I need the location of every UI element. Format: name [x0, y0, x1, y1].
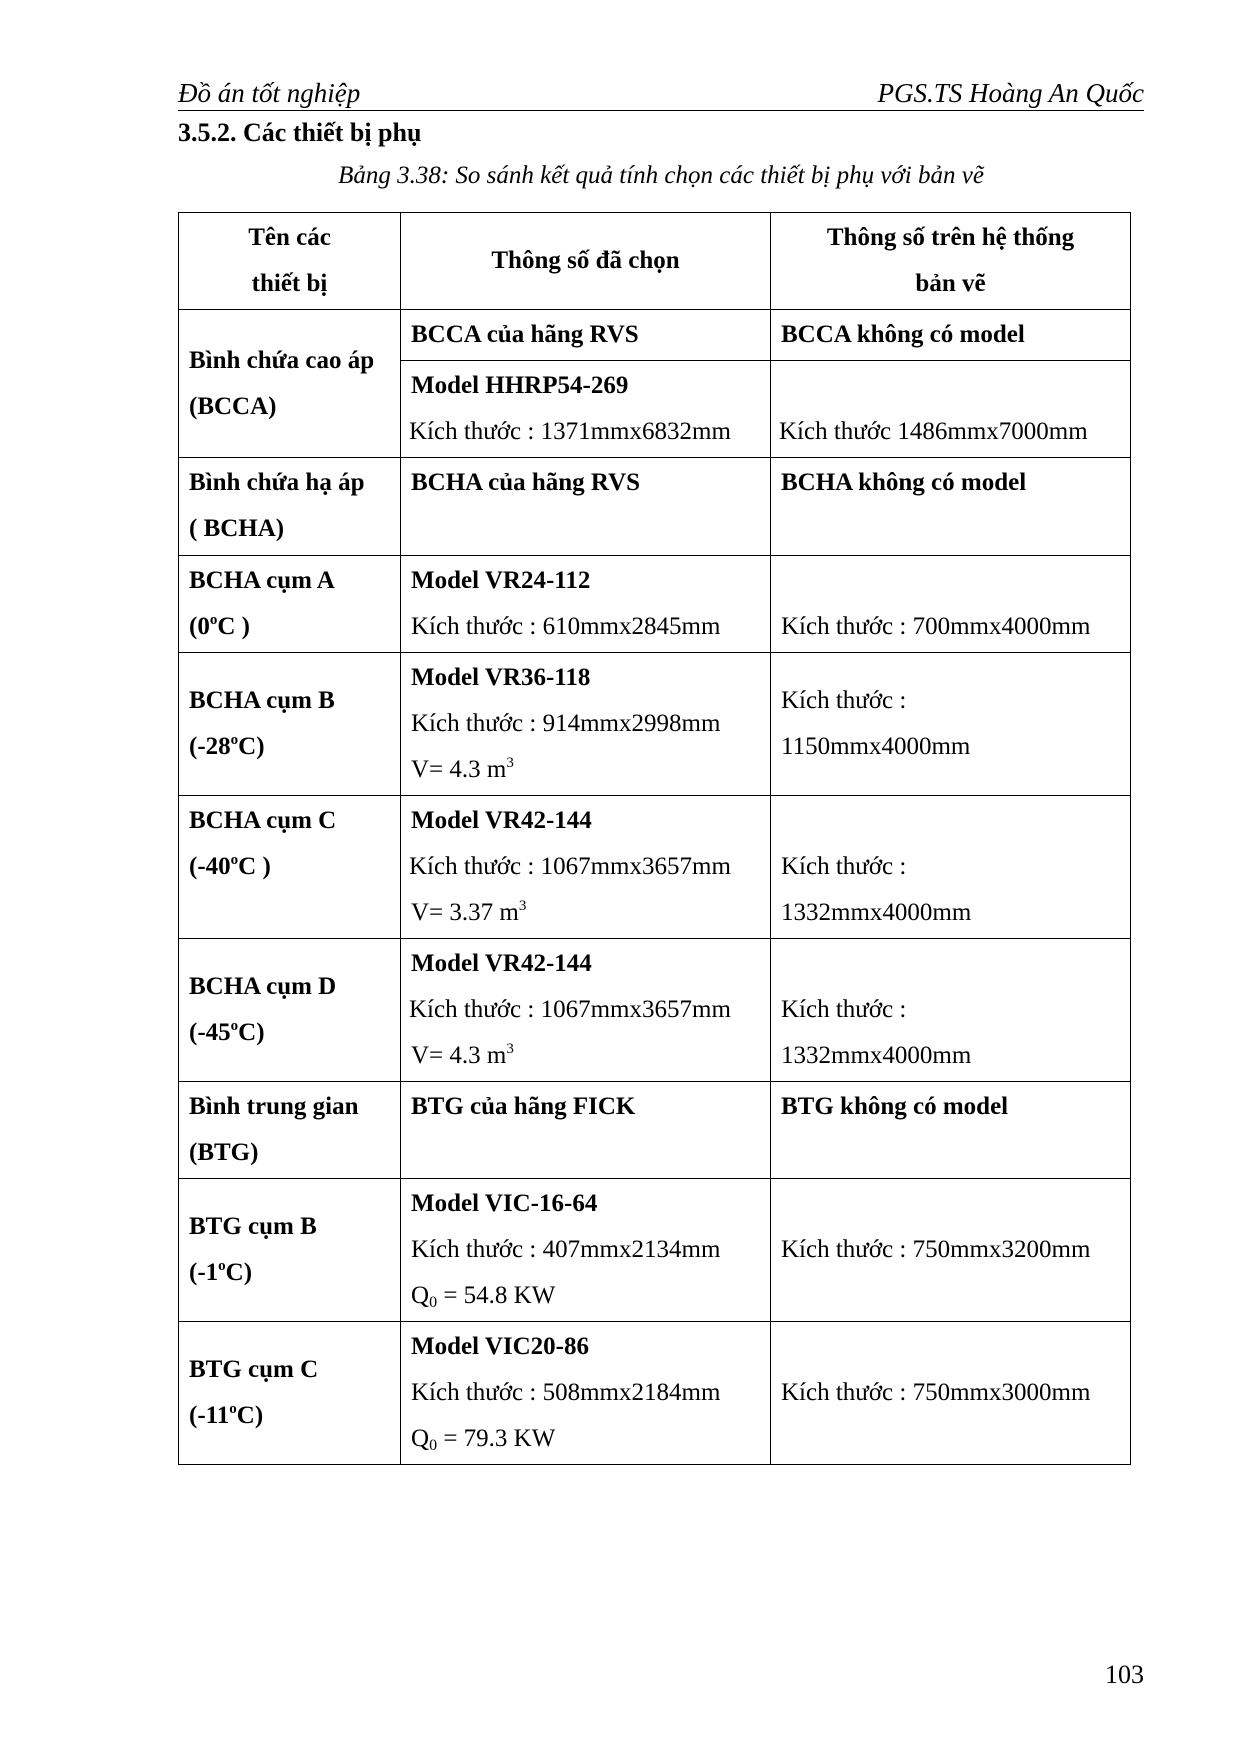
- capacity-text: $Q_0 = 54.8$ KW: [411, 1282, 556, 1311]
- header-cell-selected: Thông số đã chọn: [401, 213, 771, 310]
- device-name: Bình chứa cao áp: [189, 346, 375, 374]
- section-title: 3.5.2. Các thiết bị phụ: [178, 118, 422, 147]
- selected-cell: [401, 361, 771, 458]
- size-text: Kích thước : 407mmx2134mm: [411, 1236, 721, 1263]
- selected-cell: [401, 458, 771, 556]
- drawing-cell: [771, 1082, 1131, 1179]
- header-cell-device: [179, 213, 401, 310]
- device-temp: (-40$^o$C ): [189, 852, 271, 880]
- header-right: PGS.TS Hoàng An Quốc: [877, 78, 1144, 108]
- model-text: Model VR42-144: [411, 807, 592, 834]
- model-text: Model VIC20-86: [411, 1333, 590, 1360]
- model-text: Model HHRP54-269: [411, 372, 629, 399]
- table-row: [179, 458, 1131, 556]
- header-device-line1: Tên các: [248, 224, 331, 251]
- table-row: [179, 939, 1131, 1082]
- size-text: Kích thước : 610mmx2845mm: [411, 613, 721, 640]
- selected-cell: [401, 556, 771, 653]
- table-row: [179, 1082, 1131, 1179]
- device-cell: [179, 939, 401, 1082]
- table-row: [179, 796, 1131, 939]
- volume-text: V= 4.3 $m^3$: [411, 755, 514, 783]
- drawing-text: BCHA không có model: [781, 469, 1027, 496]
- capacity-text: $Q_0 = 79.3$ KW: [411, 1425, 556, 1454]
- page-number: 103: [1105, 1660, 1144, 1689]
- drawing-size-value: 1332mmx4000mm: [781, 899, 972, 926]
- size-text: Kích thước : 508mmx2184mm: [411, 1379, 721, 1406]
- drawing-cell: [771, 796, 1131, 939]
- selected-text: BCHA của hãng RVS: [411, 469, 641, 496]
- device-cell: [179, 653, 401, 796]
- device-name: Bình trung gian: [189, 1093, 359, 1120]
- drawing-cell: [771, 1322, 1131, 1465]
- drawing-size-label: Kích thước :: [781, 687, 907, 714]
- drawing-text: BTG không có model: [781, 1093, 1009, 1120]
- model-text: Model VR36-118: [411, 664, 591, 691]
- drawing-cell: [771, 939, 1131, 1082]
- device-name: BTG cụm C: [189, 1356, 319, 1383]
- drawing-cell: [771, 556, 1131, 653]
- selected-cell: [401, 1322, 771, 1465]
- drawing-size-text: Kích thước 1486mmx7000mm: [779, 418, 1088, 445]
- size-text: Kích thước : 1067mmx3657mm: [409, 996, 731, 1023]
- selected-cell: [401, 939, 771, 1082]
- drawing-size-text: Kích thước : 750mmx3200mm: [781, 1236, 1091, 1263]
- device-temp: (0$^o$C ): [189, 612, 250, 640]
- device-code: ( BCHA): [189, 515, 285, 542]
- model-text: Model VR24-112: [411, 567, 591, 594]
- device-temp: (-11$^o$C): [189, 1401, 264, 1429]
- selected-cell: [401, 1082, 771, 1179]
- device-cell: [179, 1082, 401, 1179]
- device-name: BTG cụm B: [189, 1213, 317, 1240]
- table-header-row: [179, 213, 1131, 310]
- device-name: BCHA cụm C: [189, 807, 337, 834]
- drawing-cell: [771, 361, 1131, 458]
- volume-text: V= 4.3 $m^3$: [411, 1041, 514, 1069]
- selected-text: BCCA của hãng RVS: [411, 321, 639, 348]
- header-left: Đồ án tốt nghiệp: [178, 78, 361, 108]
- page-header: [178, 70, 1144, 111]
- drawing-size-value: 1150mmx4000mm: [781, 733, 971, 760]
- selected-text: BTG của hãng FICK: [411, 1093, 636, 1120]
- header-drawing-line2: bản vẽ: [915, 270, 986, 297]
- model-text: Model VIC-16-64: [411, 1190, 598, 1217]
- device-name: BCHA cụm A: [189, 567, 335, 594]
- table-row: [179, 1179, 1131, 1322]
- table-row: [179, 556, 1131, 653]
- device-cell: [179, 458, 401, 556]
- selected-cell: [401, 310, 771, 361]
- drawing-size-text: Kích thước : 700mmx4000mm: [781, 613, 1091, 640]
- device-temp: (-28$^o$C): [189, 732, 265, 760]
- table-row: [179, 1322, 1131, 1465]
- drawing-size-text: Kích thước : 750mmx3000mm: [781, 1379, 1091, 1406]
- drawing-cell: [771, 458, 1131, 556]
- drawing-size-label: Kích thước :: [781, 996, 907, 1023]
- size-text: Kích thước : 1067mmx3657mm: [409, 853, 731, 880]
- device-name: BCHA cụm B: [189, 687, 335, 714]
- size-text: Kích thước : 1371mmx6832mm: [409, 418, 731, 445]
- device-name: BCHA cụm D: [189, 973, 337, 1000]
- table-caption: Bảng 3.38: So sánh kết quả tính chọn các thiết bị phụ với bản vẽ: [338, 162, 984, 189]
- table-row: [179, 653, 1131, 796]
- drawing-size-value: 1332mmx4000mm: [781, 1042, 972, 1069]
- device-cell: [179, 796, 401, 939]
- header-cell-drawing: [771, 213, 1131, 310]
- size-text: Kích thước : 914mmx2998mm: [411, 710, 721, 737]
- drawing-cell: [771, 1179, 1131, 1322]
- device-cell: [179, 1179, 401, 1322]
- selected-cell: [401, 796, 771, 939]
- device-code: (BTG): [189, 1139, 259, 1166]
- volume-text: V= 3.37 $m^3$: [411, 898, 527, 926]
- device-temp: (-1$^o$C): [189, 1258, 253, 1286]
- device-name: Bình chứa hạ áp: [189, 469, 365, 496]
- header-drawing-line1: Thông số trên hệ thống: [826, 224, 1075, 251]
- drawing-cell: [771, 310, 1131, 361]
- device-cell: [179, 1322, 401, 1465]
- header-device-line2: thiết bị: [251, 270, 328, 297]
- model-text: Model VR42-144: [411, 950, 592, 977]
- selected-cell: [401, 653, 771, 796]
- comparison-table: [178, 212, 1131, 1465]
- device-temp: (-45$^o$C): [189, 1018, 265, 1046]
- device-cell: [179, 556, 401, 653]
- selected-cell: [401, 1179, 771, 1322]
- table-row: [179, 310, 1131, 361]
- drawing-text: BCCA không có model: [781, 321, 1025, 348]
- device-cell: [179, 310, 401, 458]
- drawing-cell: [771, 653, 1131, 796]
- device-code: (BCCA): [189, 392, 277, 420]
- drawing-size-label: Kích thước :: [781, 853, 907, 880]
